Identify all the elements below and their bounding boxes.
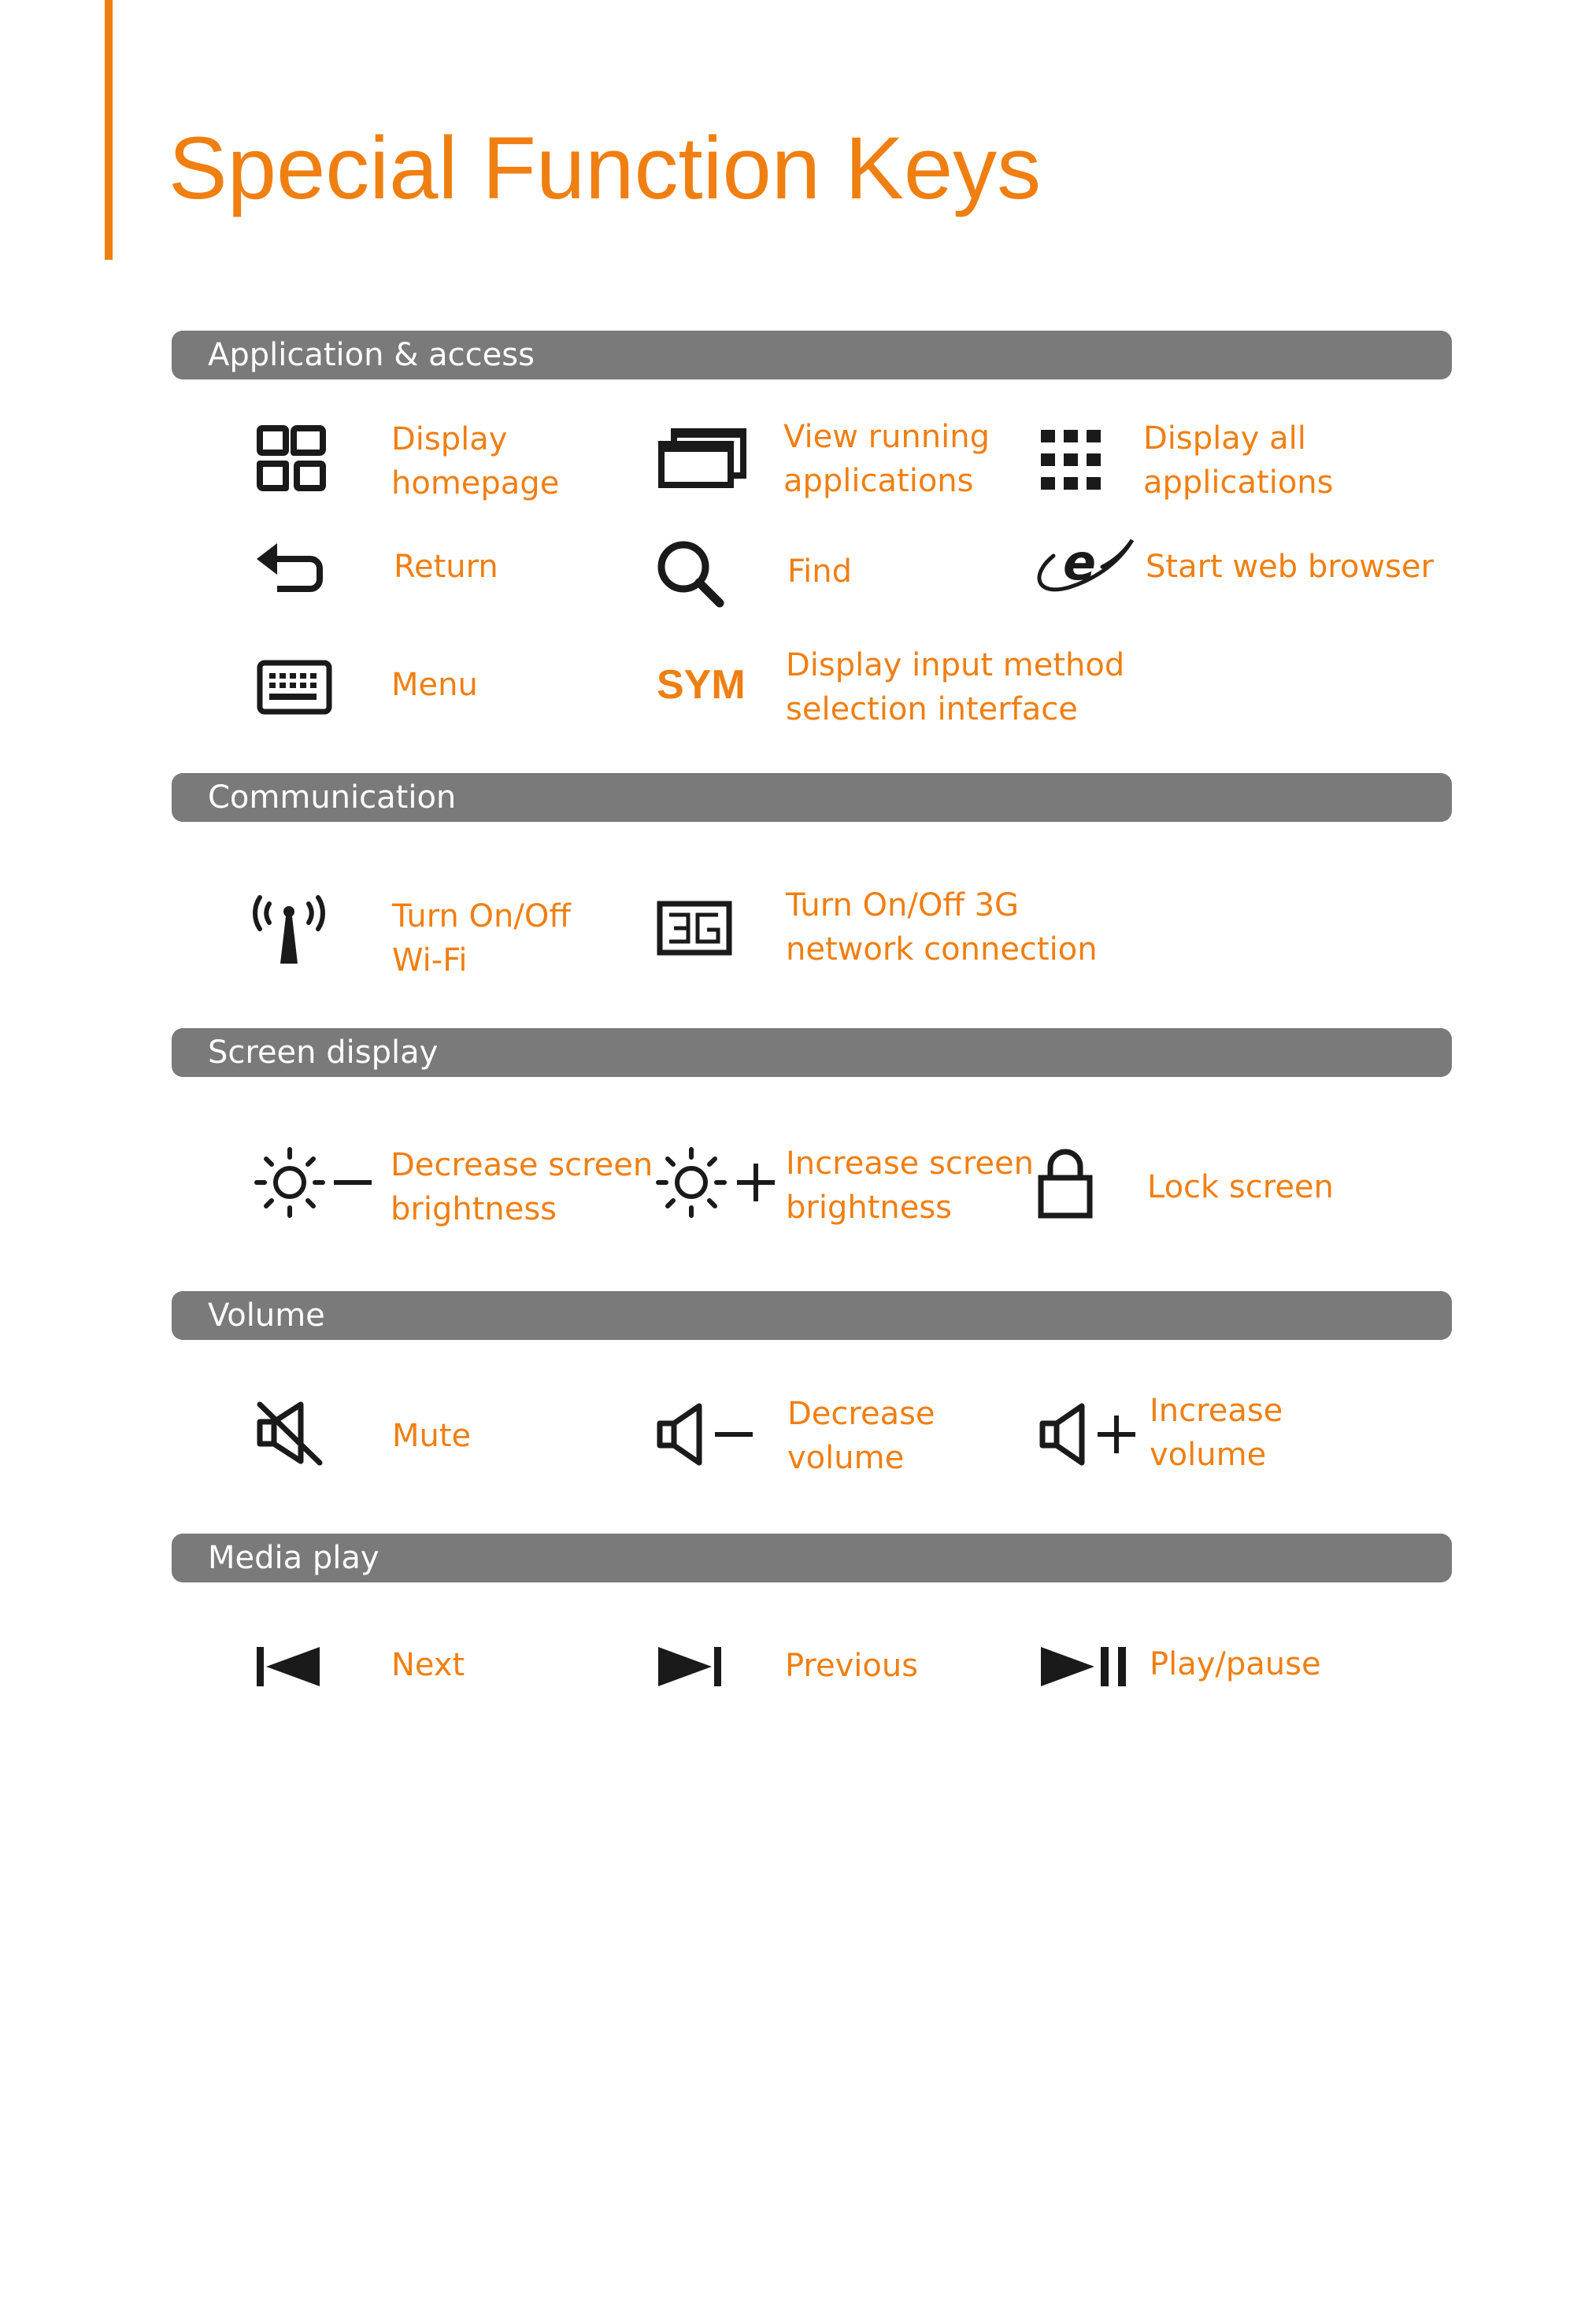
3g-badge-icon (657, 901, 732, 956)
magnifier-icon (657, 540, 724, 606)
section-header-screen-display: Screen display (172, 1028, 1452, 1077)
title-accent-bar (105, 0, 113, 260)
sym-key-icon: SYM (657, 662, 746, 708)
skip-forward-icon (657, 1645, 723, 1688)
label-lock-screen: Lock screen (1147, 1169, 1334, 1205)
label-start-web-browser: Start web browser (1146, 549, 1434, 585)
section-header-communication: Communication (172, 773, 1452, 822)
label-menu: Menu (391, 667, 478, 703)
wifi-antenna-icon (254, 893, 324, 965)
label-display-input-method: Display input method selection interface (786, 647, 1125, 727)
section-header-application-access: Application & access (172, 331, 1452, 379)
label-display-homepage: Display homepage (391, 421, 560, 501)
volume-down-icon (655, 1401, 756, 1467)
label-display-all-applications: Display all applications (1143, 420, 1334, 501)
label-decrease-brightness: Decrease screen brightness (391, 1147, 654, 1227)
speaker-mute-icon (255, 1400, 324, 1466)
keyboard-icon (257, 660, 332, 715)
svg-text:e: e (1063, 534, 1097, 591)
label-previous: Previous (785, 1648, 919, 1684)
running-apps-windows-icon (657, 427, 748, 490)
label-mute: Mute (392, 1418, 472, 1454)
label-increase-volume: Increase volume (1150, 1393, 1283, 1473)
label-turn-3g: Turn On/Off 3G network connection (786, 887, 1098, 968)
web-browser-e-icon (1036, 535, 1134, 598)
all-apps-dots-icon (1041, 430, 1101, 490)
label-play-pause: Play/pause (1150, 1646, 1321, 1682)
brightness-down-icon (254, 1146, 373, 1219)
play-pause-icon (1039, 1645, 1129, 1688)
homepage-grid-icon (257, 425, 326, 491)
label-find: Find (787, 553, 852, 590)
label-increase-brightness: Increase screen brightness (786, 1145, 1034, 1226)
brightness-up-icon (655, 1146, 779, 1219)
page-title: Special Function Keys (168, 119, 1042, 217)
skip-back-icon (255, 1645, 321, 1688)
label-return: Return (394, 549, 498, 585)
label-next: Next (391, 1647, 465, 1683)
section-header-media-play: Media play (172, 1534, 1452, 1582)
section-header-volume: Volume (172, 1291, 1452, 1340)
label-turn-wifi: Turn On/Off Wi-Fi (392, 898, 571, 979)
padlock-icon (1038, 1146, 1093, 1219)
volume-up-icon (1038, 1400, 1140, 1467)
label-decrease-volume: Decrease volume (787, 1396, 935, 1476)
return-arrow-icon (257, 542, 324, 594)
label-view-running-applications: View running applications (783, 419, 990, 499)
